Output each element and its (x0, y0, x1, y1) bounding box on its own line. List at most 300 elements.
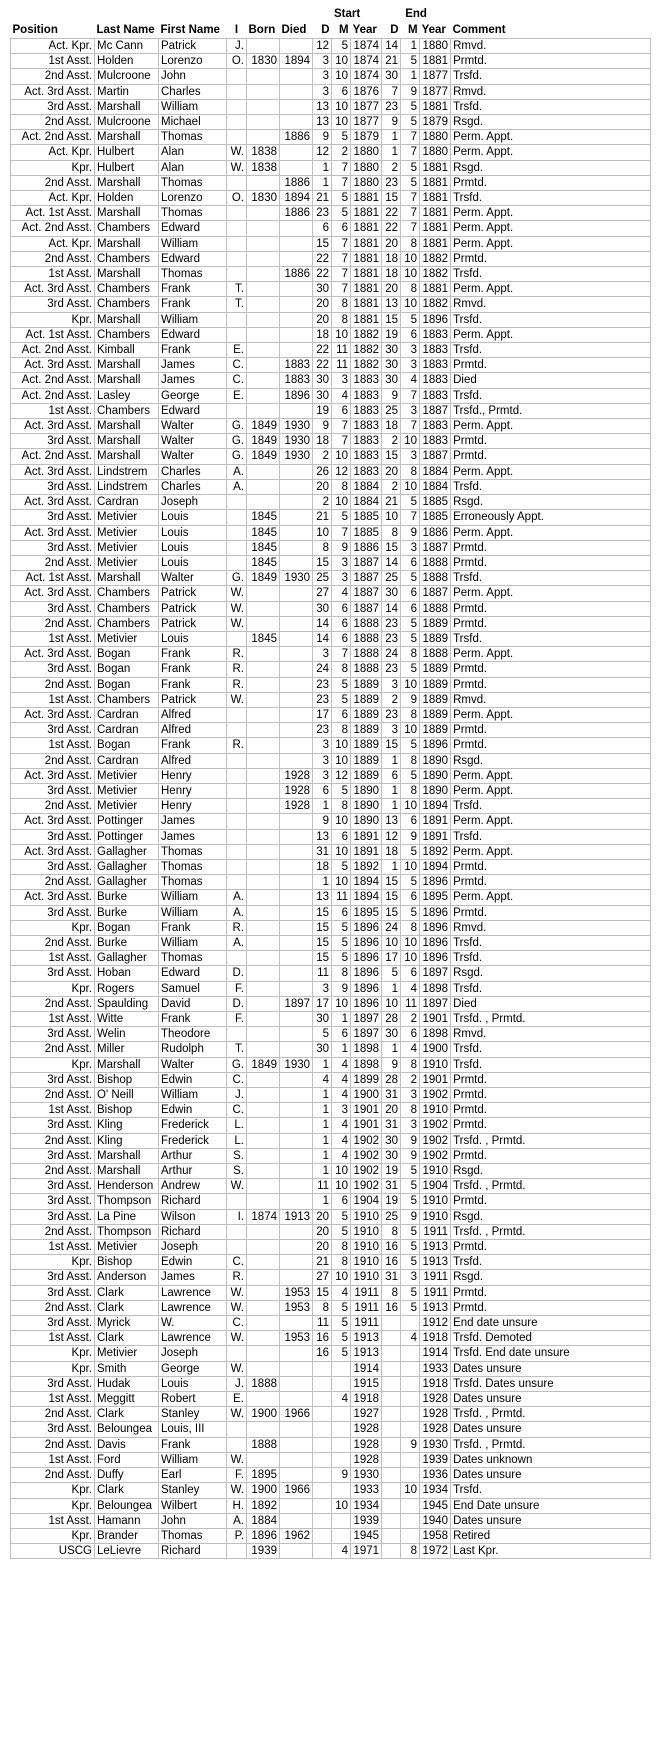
start-month-cell: 10 (332, 99, 351, 114)
start-year-cell: 1874 (351, 69, 382, 84)
start-month-cell: 11 (332, 890, 351, 905)
comment-cell: Prmtd. (451, 905, 651, 920)
first-name-cell: Samuel (159, 981, 227, 996)
comment-cell: Rsgd. (451, 1270, 651, 1285)
position-cell: 3rd Asst. (11, 1148, 95, 1163)
last-name-cell: Thompson (95, 1224, 159, 1239)
end-year-cell: 1902 (420, 1118, 451, 1133)
first-name-cell: Louis (159, 555, 227, 570)
born-cell (247, 495, 280, 510)
died-cell (280, 966, 313, 981)
start-year-cell: 1897 (351, 1012, 382, 1027)
position-cell: 3rd Asst. (11, 1316, 95, 1331)
comment-cell: Dates unknown (451, 1452, 651, 1467)
comment-cell: Trsfd. , Prmtd. (451, 1012, 651, 1027)
table-row (11, 571, 651, 586)
end-year-cell: 1928 (420, 1407, 451, 1422)
end-month-cell: 7 (401, 419, 420, 434)
position-cell: 3rd Asst. (11, 1179, 95, 1194)
died-cell (280, 236, 313, 251)
first-name-cell: Richard (159, 1194, 227, 1209)
died-cell (280, 1513, 313, 1528)
born-cell: 1849 (247, 571, 280, 586)
died-cell: 1883 (280, 358, 313, 373)
first-name-cell: Lawrence (159, 1331, 227, 1346)
end-year-cell: 1881 (420, 160, 451, 175)
end-year-cell: 1887 (420, 449, 451, 464)
last-name-cell: Metivier (95, 510, 159, 525)
end-day-cell: 16 (382, 1300, 401, 1315)
end-year-cell: 1910 (420, 1194, 451, 1209)
start-month-cell: 10 (332, 495, 351, 510)
start-month-cell: 10 (332, 327, 351, 342)
born-cell (247, 1255, 280, 1270)
start-day-cell: 3 (313, 647, 332, 662)
first-name-cell: Edward (159, 403, 227, 418)
start-month-cell: 5 (332, 1300, 351, 1315)
start-month-cell: 5 (332, 206, 351, 221)
start-year-cell: 1898 (351, 1042, 382, 1057)
end-month-cell: 8 (401, 920, 420, 935)
start-year-cell: 1890 (351, 799, 382, 814)
start-day-cell: 3 (313, 69, 332, 84)
position-cell: 2nd Asst. (11, 616, 95, 631)
initial-cell: T. (227, 1042, 247, 1057)
table-row (11, 1316, 651, 1331)
first-name-cell: Joseph (159, 1346, 227, 1361)
start-day-cell: 14 (313, 631, 332, 646)
last-name-cell: Rogers (95, 981, 159, 996)
born-cell (247, 662, 280, 677)
position-cell: 2nd Asst. (11, 1300, 95, 1315)
end-year-cell: 1883 (420, 388, 451, 403)
start-day-cell: 13 (313, 829, 332, 844)
first-name-cell: Frank (159, 920, 227, 935)
initial-cell: L. (227, 1118, 247, 1133)
born-cell (247, 464, 280, 479)
born-cell (247, 175, 280, 190)
table-row (11, 601, 651, 616)
position-cell: Kpr. (11, 1483, 95, 1498)
end-day-cell: 15 (382, 875, 401, 890)
table-header (11, 6, 651, 39)
start-day-cell: 30 (313, 1042, 332, 1057)
comment-cell: Prmtd. (451, 1194, 651, 1209)
first-name-cell: William (159, 1452, 227, 1467)
initial-cell (227, 206, 247, 221)
last-name-cell: Kling (95, 1118, 159, 1133)
died-cell (280, 1012, 313, 1027)
start-day-cell (313, 1483, 332, 1498)
start-day-cell (313, 1468, 332, 1483)
end-day-cell: 30 (382, 1148, 401, 1163)
end-month-cell: 7 (401, 221, 420, 236)
initial-cell (227, 327, 247, 342)
initial-cell (227, 312, 247, 327)
start-year-cell: 1883 (351, 388, 382, 403)
end-day-cell: 31 (382, 1179, 401, 1194)
died-cell (280, 251, 313, 266)
born-cell (247, 616, 280, 631)
died-cell (280, 1240, 313, 1255)
end-month-cell: 10 (401, 799, 420, 814)
last-name-cell: Hoban (95, 966, 159, 981)
table-row (11, 312, 651, 327)
start-day-cell: 1 (313, 1194, 332, 1209)
position-cell: 1st Asst. (11, 267, 95, 282)
born-cell (247, 130, 280, 145)
last-name-cell: Metivier (95, 525, 159, 540)
start-day-cell: 5 (313, 1027, 332, 1042)
end-day-cell (382, 1361, 401, 1376)
comment-cell: Trsfd. (451, 343, 651, 358)
table-row (11, 282, 651, 297)
end-year-cell: 1912 (420, 1316, 451, 1331)
end-day-cell: 8 (382, 1285, 401, 1300)
first-name-cell: Thomas (159, 844, 227, 859)
end-year-cell: 1901 (420, 1072, 451, 1087)
start-group-label: Start (333, 8, 361, 20)
start-month-cell: 8 (332, 799, 351, 814)
initial-cell (227, 783, 247, 798)
start-year-cell: 1927 (351, 1407, 382, 1422)
table-row (11, 419, 651, 434)
born-cell (247, 753, 280, 768)
died-cell: 1930 (280, 419, 313, 434)
start-year-cell: 1897 (351, 1027, 382, 1042)
first-name-cell: Charles (159, 479, 227, 494)
first-name-cell: Thomas (159, 951, 227, 966)
end-year-cell: 1896 (420, 935, 451, 950)
comment-cell: Rsgd. (451, 753, 651, 768)
born-cell (247, 1270, 280, 1285)
end-month-cell: 8 (401, 464, 420, 479)
start-day-cell: 3 (313, 738, 332, 753)
table-row (11, 1544, 651, 1559)
died-cell (280, 844, 313, 859)
table-row (11, 525, 651, 540)
born-cell (247, 768, 280, 783)
died-cell (280, 555, 313, 570)
first-name-cell: Alfred (159, 707, 227, 722)
table-row (11, 510, 651, 525)
position-cell: Act. Kpr. (11, 191, 95, 206)
start-year-cell: 1895 (351, 905, 382, 920)
died-cell (280, 1544, 313, 1559)
first-name-cell: Charles (159, 84, 227, 99)
end-year-cell: 1902 (420, 1133, 451, 1148)
died-cell: 1966 (280, 1483, 313, 1498)
initial-cell (227, 1224, 247, 1239)
initial-cell (227, 69, 247, 84)
table-row (11, 859, 651, 874)
end-month-cell (401, 1346, 420, 1361)
position-cell: 3rd Asst. (11, 99, 95, 114)
start-year-cell: 1928 (351, 1422, 382, 1437)
start-year-cell: 1881 (351, 282, 382, 297)
initial-cell (227, 1437, 247, 1452)
died-cell (280, 692, 313, 707)
position-cell: 3rd Asst. (11, 1270, 95, 1285)
first-name-cell: Thomas (159, 859, 227, 874)
first-name-cell: Frank (159, 297, 227, 312)
start-month-cell: 4 (332, 1392, 351, 1407)
end-month-cell: 3 (401, 358, 420, 373)
start-month-cell: 2 (332, 145, 351, 160)
first-name-cell: Patrick (159, 586, 227, 601)
start-day-cell: 30 (313, 601, 332, 616)
born-cell: 1900 (247, 1407, 280, 1422)
initial-cell: D. (227, 966, 247, 981)
start-year-cell: 1971 (351, 1544, 382, 1559)
end-month-cell: 5 (401, 1164, 420, 1179)
first-name-cell: Richard (159, 1224, 227, 1239)
end-month-cell: 2 (401, 1072, 420, 1087)
initial-cell: T. (227, 282, 247, 297)
column-header-end-year: Year (421, 24, 446, 36)
position-cell: 1st Asst. (11, 951, 95, 966)
born-cell (247, 327, 280, 342)
end-year-cell: 1896 (420, 312, 451, 327)
first-name-cell: George (159, 388, 227, 403)
end-month-cell: 7 (401, 130, 420, 145)
position-cell: 2nd Asst. (11, 996, 95, 1011)
first-name-cell: Frederick (159, 1118, 227, 1133)
start-day-cell (313, 1528, 332, 1543)
end-month-cell (401, 1392, 420, 1407)
table-row (11, 1422, 651, 1437)
initial-cell: W. (227, 601, 247, 616)
start-year-cell: 1896 (351, 966, 382, 981)
last-name-cell: Holden (95, 191, 159, 206)
first-name-cell: George (159, 1361, 227, 1376)
initial-cell: W. (227, 145, 247, 160)
born-cell (247, 99, 280, 114)
comment-cell: Prmtd. (451, 616, 651, 631)
table-row (11, 966, 651, 981)
last-name-cell: Bogan (95, 920, 159, 935)
initial-cell: J. (227, 1376, 247, 1391)
comment-cell: Dates unsure (451, 1513, 651, 1528)
table-row (11, 1164, 651, 1179)
first-name-cell: Louis, III (159, 1422, 227, 1437)
start-month-cell: 5 (332, 1224, 351, 1239)
start-month-cell: 10 (332, 738, 351, 753)
position-cell: 2nd Asst. (11, 875, 95, 890)
comment-cell: Trsfd. , Prmtd. (451, 1407, 651, 1422)
end-day-cell: 17 (382, 951, 401, 966)
comment-cell: Died (451, 996, 651, 1011)
first-name-cell: Thomas (159, 130, 227, 145)
first-name-cell: Louis (159, 510, 227, 525)
died-cell (280, 39, 313, 54)
first-name-cell: William (159, 236, 227, 251)
table-row (11, 647, 651, 662)
died-cell: 1930 (280, 449, 313, 464)
end-day-cell: 28 (382, 1072, 401, 1087)
start-day-cell: 20 (313, 312, 332, 327)
position-cell: Kpr. (11, 1255, 95, 1270)
end-day-cell (382, 1483, 401, 1498)
end-month-cell (401, 1407, 420, 1422)
end-year-cell: 1887 (420, 540, 451, 555)
end-year-cell: 1911 (420, 1285, 451, 1300)
first-name-cell: Stanley (159, 1483, 227, 1498)
end-month-cell: 10 (401, 677, 420, 692)
table-row (11, 1285, 651, 1300)
last-name-cell: Bishop (95, 1103, 159, 1118)
initial-cell (227, 403, 247, 418)
initial-cell: R. (227, 738, 247, 753)
died-cell: 1930 (280, 1057, 313, 1072)
start-day-cell: 23 (313, 206, 332, 221)
born-cell (247, 1285, 280, 1300)
start-year-cell: 1876 (351, 84, 382, 99)
start-year-cell: 1902 (351, 1148, 382, 1163)
table-row (11, 403, 651, 418)
start-year-cell: 1888 (351, 616, 382, 631)
end-month-cell: 9 (401, 1437, 420, 1452)
end-month-cell: 10 (401, 859, 420, 874)
start-day-cell: 15 (313, 920, 332, 935)
died-cell (280, 1270, 313, 1285)
start-day-cell: 1 (313, 799, 332, 814)
start-day-cell (313, 1513, 332, 1528)
table-row (11, 1513, 651, 1528)
position-cell: Act. 3rd Asst. (11, 814, 95, 829)
first-name-cell: Frank (159, 282, 227, 297)
table-row (11, 449, 651, 464)
end-month-cell: 10 (401, 479, 420, 494)
start-year-cell: 1888 (351, 631, 382, 646)
comment-cell: Trsfd. , Prmtd. (451, 1179, 651, 1194)
born-cell (247, 1012, 280, 1027)
died-cell (280, 1133, 313, 1148)
last-name-cell: Marshall (95, 1164, 159, 1179)
position-cell: 1st Asst. (11, 1331, 95, 1346)
last-name-cell: Cardran (95, 495, 159, 510)
died-cell (280, 738, 313, 753)
born-cell (247, 966, 280, 981)
last-name-cell: Marshall (95, 267, 159, 282)
initial-cell: R. (227, 677, 247, 692)
last-name-cell: Marshall (95, 571, 159, 586)
born-cell (247, 251, 280, 266)
comment-cell: Rsgd. (451, 966, 651, 981)
born-cell (247, 115, 280, 130)
comment-cell: Trsfd. , Prmtd. (451, 1437, 651, 1452)
start-day-cell: 1 (313, 175, 332, 190)
end-day-cell (382, 1513, 401, 1528)
start-month-cell: 5 (332, 783, 351, 798)
first-name-cell: Alan (159, 145, 227, 160)
start-year-cell: 1874 (351, 54, 382, 69)
comment-cell: Rsgd. (451, 1209, 651, 1224)
end-year-cell: 1902 (420, 1088, 451, 1103)
initial-cell: P. (227, 1528, 247, 1543)
position-cell: Kpr. (11, 981, 95, 996)
initial-cell: A. (227, 905, 247, 920)
end-day-cell: 23 (382, 662, 401, 677)
end-day-cell: 2 (382, 434, 401, 449)
born-cell (247, 39, 280, 54)
end-month-cell: 6 (401, 327, 420, 342)
comment-cell: End date unsure (451, 1316, 651, 1331)
born-cell (247, 1392, 280, 1407)
born-cell (247, 267, 280, 282)
table-row (11, 738, 651, 753)
last-name-cell: Chambers (95, 327, 159, 342)
last-name-cell: Marshall (95, 1148, 159, 1163)
initial-cell: W. (227, 1452, 247, 1467)
born-cell (247, 905, 280, 920)
last-name-cell: Clark (95, 1331, 159, 1346)
position-cell: Act. 3rd Asst. (11, 495, 95, 510)
end-year-cell: 1877 (420, 69, 451, 84)
start-day-cell: 26 (313, 464, 332, 479)
end-year-cell: 1896 (420, 951, 451, 966)
table-body (11, 39, 651, 1559)
position-cell: 1st Asst. (11, 1240, 95, 1255)
last-name-cell: Chambers (95, 616, 159, 631)
start-day-cell: 1 (313, 1057, 332, 1072)
end-day-cell: 15 (382, 449, 401, 464)
position-cell: 3rd Asst. (11, 783, 95, 798)
first-name-cell: Edward (159, 327, 227, 342)
table-row (11, 586, 651, 601)
end-month-cell: 5 (401, 1224, 420, 1239)
end-year-cell: 1896 (420, 875, 451, 890)
initial-cell (227, 175, 247, 190)
died-cell: 1962 (280, 1528, 313, 1543)
start-year-cell: 1900 (351, 1088, 382, 1103)
start-month-cell: 1 (332, 1042, 351, 1057)
start-year-cell: 1894 (351, 875, 382, 890)
end-month-cell (401, 1498, 420, 1513)
comment-cell: Trsfd., Prmtd. (451, 403, 651, 418)
end-day-cell: 19 (382, 327, 401, 342)
end-day-cell (382, 1331, 401, 1346)
end-day-cell: 22 (382, 206, 401, 221)
end-year-cell: 1881 (420, 236, 451, 251)
end-month-cell: 5 (401, 1240, 420, 1255)
initial-cell: D. (227, 996, 247, 1011)
end-month-cell: 7 (401, 145, 420, 160)
table-row (11, 890, 651, 905)
born-cell (247, 981, 280, 996)
end-year-cell: 1911 (420, 1270, 451, 1285)
start-month-cell: 5 (332, 859, 351, 874)
start-day-cell: 20 (313, 479, 332, 494)
start-day-cell: 17 (313, 996, 332, 1011)
last-name-cell: Gallagher (95, 859, 159, 874)
end-year-cell: 1886 (420, 525, 451, 540)
last-name-cell: Chambers (95, 297, 159, 312)
end-year-cell: 1891 (420, 814, 451, 829)
died-cell (280, 631, 313, 646)
died-cell (280, 905, 313, 920)
end-month-cell: 10 (401, 935, 420, 950)
start-day-cell (313, 1392, 332, 1407)
last-name-cell: Pottinger (95, 829, 159, 844)
start-day-cell: 22 (313, 358, 332, 373)
born-cell (247, 996, 280, 1011)
end-year-cell: 1896 (420, 905, 451, 920)
born-cell: 1849 (247, 434, 280, 449)
first-name-cell: Frank (159, 738, 227, 753)
end-year-cell: 1881 (420, 175, 451, 190)
start-month-cell: 5 (332, 1331, 351, 1346)
